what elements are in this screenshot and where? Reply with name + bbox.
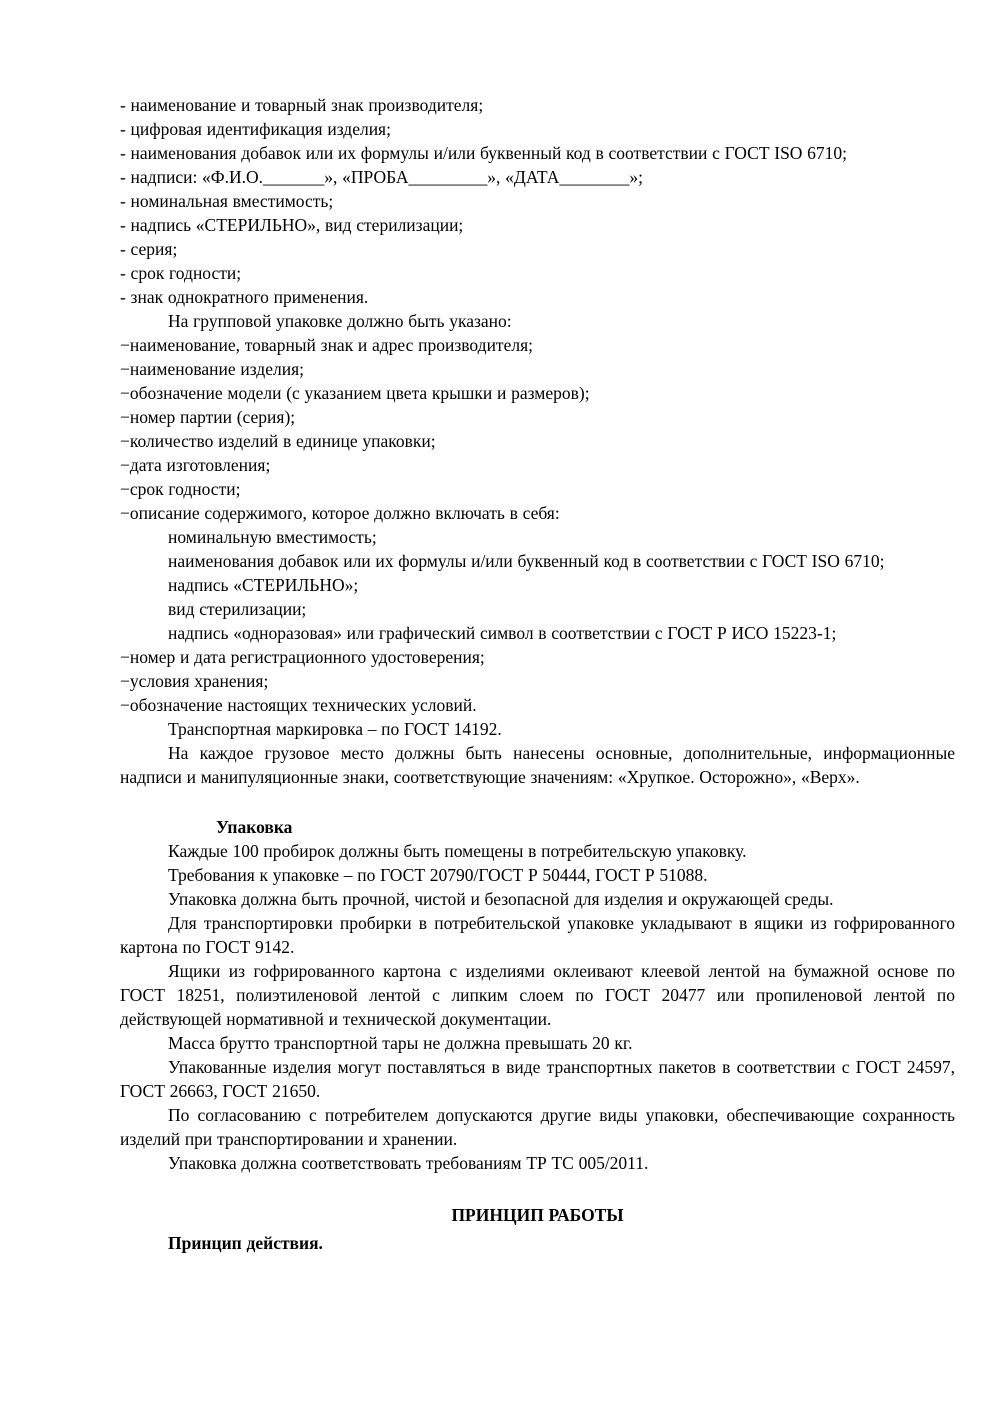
paragraph: Ящики из гофрированного картона с изделиями оклеивают клеевой лентой на бумажной основе по ГОСТ 18251, полиэтиленовой лентой с липким слоем по ГОСТ 20477 или пропиленовой лентой по действующей нормативной и технической документации. bbox=[120, 961, 955, 1029]
paragraph: надпись «одноразовая» или графический символ в соответствии с ГОСТ Р ИСО 15223-1; bbox=[168, 623, 837, 643]
paragraph: −условия хранения; bbox=[120, 671, 269, 691]
paragraph: надпись «СТЕРИЛЬНО»; bbox=[168, 575, 359, 595]
paragraph: Транспортная маркировка – по ГОСТ 14192. bbox=[168, 719, 502, 739]
paragraph: −номер и дата регистрационного удостоверения; bbox=[120, 647, 485, 667]
paragraph: - серия; bbox=[120, 239, 178, 259]
paragraph: По согласованию с потребителем допускаются другие виды упаковки, обеспечивающие сохранность изделий при транспортировании и хранении. bbox=[120, 1105, 955, 1149]
paragraph: - знак однократного применения. bbox=[120, 287, 369, 307]
document-body bbox=[120, 93, 955, 1255]
paragraph: −обозначение настоящих технических условий. bbox=[120, 695, 477, 715]
paragraph: На каждое грузовое место должны быть нанесены основные, дополнительные, информационные надписи и манипуляционные знаки, соответствующие значениям: «Хрупкое. Осторожно», «Верх». bbox=[120, 743, 955, 787]
paragraph: −номер партии (серия); bbox=[120, 407, 296, 427]
paragraph: Требования к упаковке – по ГОСТ 20790/ГОСТ Р 50444, ГОСТ Р 51088. bbox=[168, 865, 708, 885]
paragraph: Упаковка должна быть прочной, чистой и безопасной для изделия и окружающей среды. bbox=[168, 889, 834, 909]
paragraph: - наименования добавок или их формулы и/или буквенный код в соответствии с ГОСТ ISO 6710; bbox=[120, 143, 848, 163]
paragraph: −наименование изделия; bbox=[120, 359, 304, 379]
paragraph: наименования добавок или их формулы и/или буквенный код в соответствии с ГОСТ ISO 6710; bbox=[168, 551, 885, 571]
paragraph: −обозначение модели (с указанием цвета крышки и размеров); bbox=[120, 383, 590, 403]
paragraph: −дата изготовления; bbox=[120, 455, 271, 475]
paragraph: Масса брутто транспортной тары не должна превышать 20 кг. bbox=[168, 1033, 633, 1053]
paragraph: - срок годности; bbox=[120, 263, 242, 283]
paragraph: Упакованные изделия могут поставляться в виде транспортных пакетов в соответствии с ГОСТ 24597, ГОСТ 26663, ГОСТ 21650. bbox=[120, 1057, 955, 1101]
paragraph: −количество изделий в единице упаковки; bbox=[120, 431, 436, 451]
paragraph: - наименование и товарный знак производителя; bbox=[120, 95, 484, 115]
paragraph: Для транспортировки пробирки в потребительской упаковке укладывают в ящики из гофрированного картона по ГОСТ 9142. bbox=[120, 913, 955, 957]
paragraph: −описание содержимого, которое должно включать в себя: bbox=[120, 503, 560, 523]
paragraph: Упаковка bbox=[216, 817, 293, 837]
paragraph: На групповой упаковке должно быть указано: bbox=[168, 311, 512, 331]
paragraph: - цифровая идентификация изделия; bbox=[120, 119, 391, 139]
paragraph: вид стерилизации; bbox=[168, 599, 307, 619]
paragraph: - надпись «СТЕРИЛЬНО», вид стерилизации; bbox=[120, 215, 464, 235]
paragraph: ПРИНЦИП РАБОТЫ bbox=[451, 1205, 624, 1225]
paragraph: Упаковка должна соответствовать требованиям ТР ТС 005/2011. bbox=[168, 1153, 649, 1173]
paragraph: Принцип действия. bbox=[168, 1233, 323, 1253]
paragraph: - надписи: «Ф.И.О._______», «ПРОБА_________», «ДАТА________»; bbox=[120, 167, 643, 187]
paragraph: Каждые 100 пробирок должны быть помещены в потребительскую упаковку. bbox=[168, 841, 747, 861]
paragraph: номинальную вместимость; bbox=[168, 527, 377, 547]
paragraph: - номинальная вместимость; bbox=[120, 191, 334, 211]
paragraph: −срок годности; bbox=[120, 479, 241, 499]
paragraph: −наименование, товарный знак и адрес производителя; bbox=[120, 335, 533, 355]
